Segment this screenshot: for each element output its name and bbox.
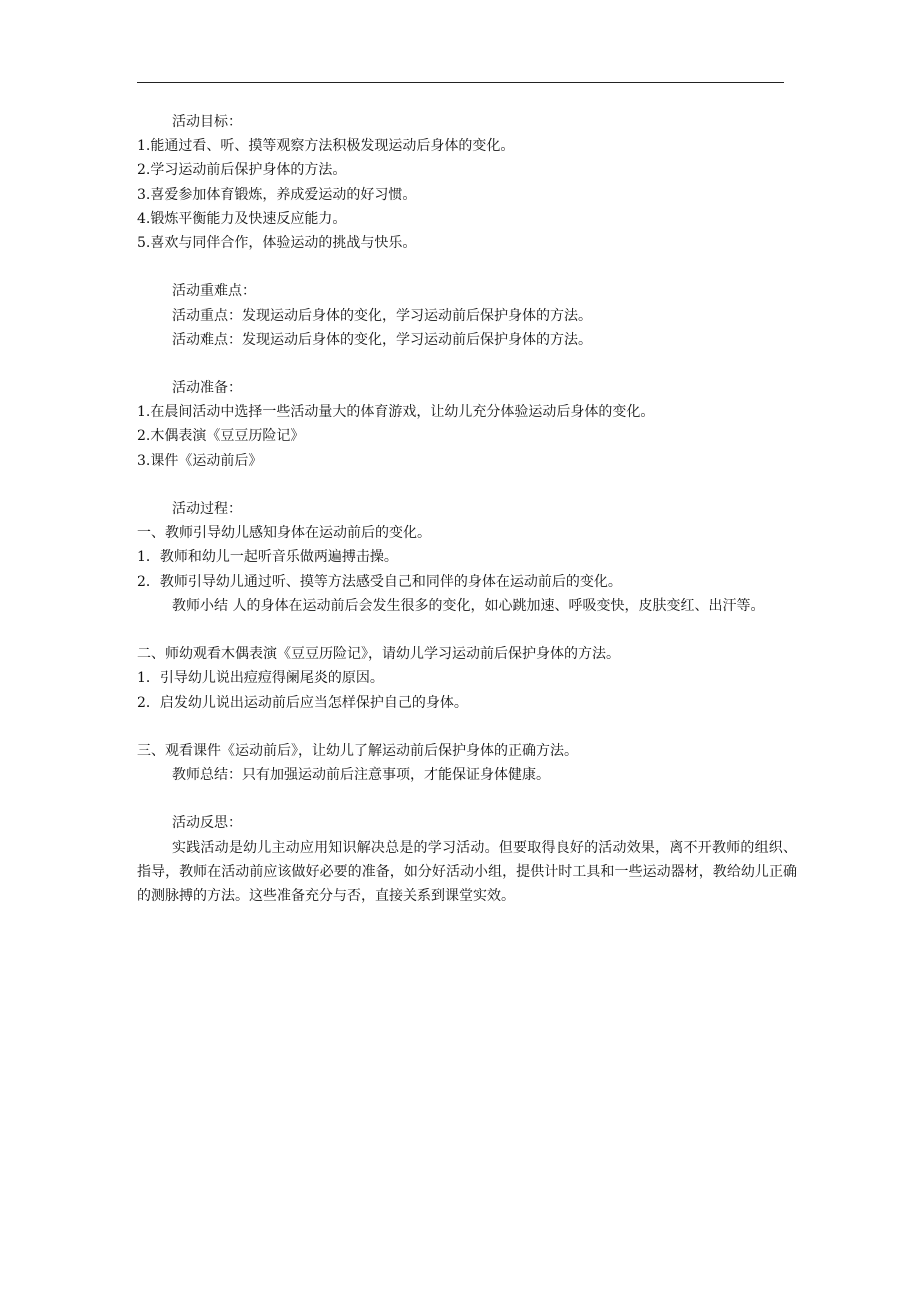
section-gap — [137, 715, 797, 739]
reflection-heading: 活动反思： — [172, 815, 242, 832]
objective-item: 5.喜欢与同伴合作，体验运动的挑战与快乐。 — [137, 234, 417, 251]
process-part2-item: 2．启发幼儿说出运动前后应当怎样保护自己的身体。 — [137, 694, 468, 711]
preparation-item: 1.在晨间活动中选择一些活动量大的体育游戏，让幼儿充分体验运动后身体的变化。 — [137, 404, 655, 421]
section-gap — [137, 787, 797, 811]
objective-item: 3.喜爱参加体育锻炼，养成爱运动的好习惯。 — [137, 186, 417, 203]
key-point-item: 活动重点：发现运动后身体的变化，学习运动前后保护身体的方法。 — [172, 307, 592, 324]
objectives-heading: 活动目标： — [172, 114, 242, 130]
process-part1-summary: 教师小结 人的身体在运动前后会发生很多的变化，如心跳加速、呼吸变快，皮肤变红、出汗等。 — [172, 597, 765, 614]
process-part1-title: 一、教师引导幼儿感知身体在运动前后的变化。 — [137, 525, 431, 542]
process-part3-title: 三、观看课件《运动前后》，让幼儿了解运动前后保护身体的正确方法。 — [137, 742, 578, 759]
key-point-item: 活动难点：发现运动后身体的变化，学习运动前后保护身体的方法。 — [172, 331, 592, 348]
process-part3-summary: 教师总结：只有加强运动前后注意事项，才能保证身体健康。 — [172, 767, 550, 784]
section-gap — [137, 255, 797, 279]
objective-item: 2.学习运动前后保护身体的方法。 — [137, 162, 347, 179]
objective-item: 1.能通过看、听、摸等观察方法积极发现运动后身体的变化。 — [137, 138, 515, 155]
preparation-heading: 活动准备： — [172, 380, 242, 397]
process-part2-item: 1．引导幼儿说出痘痘得阑尾炎的原因。 — [137, 670, 384, 687]
process-part1-item: 1．教师和幼儿一起听音乐做两遍搏击操。 — [137, 549, 398, 566]
section-gap — [137, 352, 797, 376]
preparation-item: 2.木偶表演《豆豆历险记》 — [137, 428, 305, 445]
section-gap — [137, 473, 797, 497]
process-heading: 活动过程： — [172, 501, 242, 517]
header-rule — [137, 82, 784, 83]
process-part1-item: 2．教师引导幼儿通过听、摸等方法感受自己和同伴的身体在运动前后的变化。 — [137, 573, 622, 590]
key-points-heading: 活动重难点： — [172, 283, 256, 300]
section-gap — [137, 618, 797, 642]
reflection-body: 实践活动是幼儿主动应用知识解决总是的学习活动。但要取得良好的活动效果，离不开教师的组织、指导，教师在活动前应该做好必要的准备，如分好活动小组，提供计时工具和一些运动器材，教给幼儿正确的测脉搏的方法。这些准备充分与否，直接关系到课堂实效。 — [137, 839, 797, 905]
objective-item: 4.锻炼平衡能力及快速反应能力。 — [137, 210, 347, 227]
preparation-item: 3.课件《运动前后》 — [137, 452, 263, 469]
process-part2-title: 二、师幼观看木偶表演《豆豆历险记》，请幼儿学习运动前后保护身体的方法。 — [137, 646, 620, 663]
document-body — [137, 110, 797, 908]
